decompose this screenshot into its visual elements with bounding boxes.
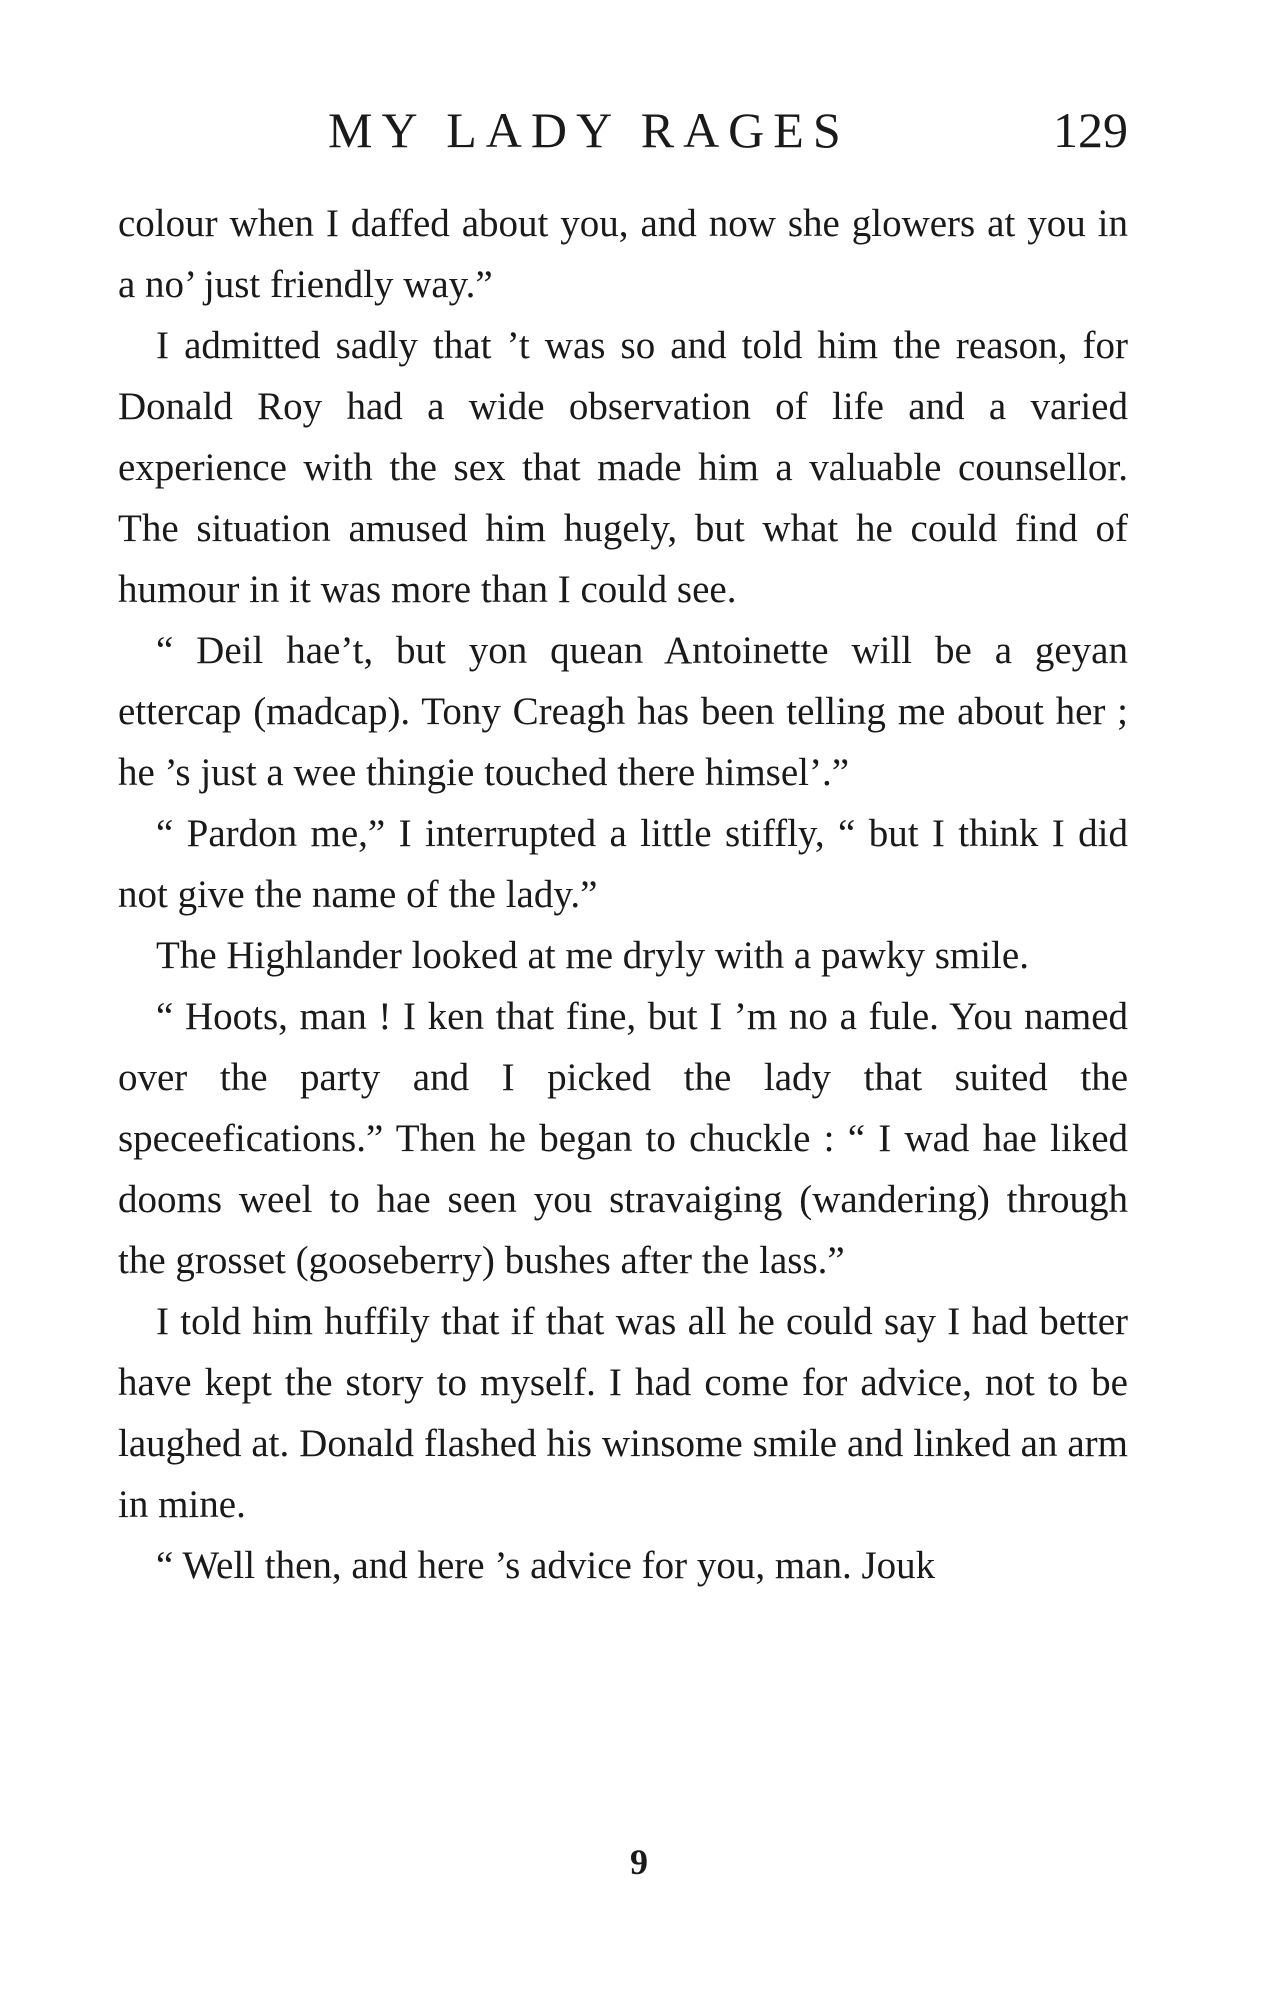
running-title: MY LADY RAGES	[328, 102, 850, 158]
paragraph: “ Well then, and here ’s advice for you, man. Jouk	[156, 1544, 936, 1587]
paragraph: “ Pardon me,” I interrupted a little stiffly, “ but I think I did not give the name of the lady.”	[118, 812, 1128, 916]
paragraph: “ Deil hae’t, but yon quean Antoinette will be a geyan ettercap (madcap). Tony Creagh has been telling me about her ; he ’s just a wee thingie touched there himsel’.”	[118, 629, 1128, 794]
paragraph: colour when I daffed about you, and now she glowers at you in a no’ just friendly way.”	[118, 202, 1128, 306]
signature-mark: 9	[630, 1842, 648, 1882]
page-number: 129	[1053, 102, 1128, 158]
paragraph: “ Hoots, man ! I ken that fine, but I ’m no a fule. You named over the party and I picked the lady that suited the speceefications.” Then he began to chuckle : “ I wad hae liked dooms weel to hae seen you stravaiging (wandering) through the grosset (gooseberry) bushes after the lass.”	[118, 995, 1128, 1282]
body-text	[118, 193, 1128, 1596]
running-head	[118, 100, 1128, 160]
paragraph: The Highlander looked at me dryly with a pawky smile.	[156, 934, 1029, 977]
paragraph: I admitted sadly that ’t was so and told him the reason, for Donald Roy had a wide observation of life and a varied experience with the sex that made him a valuable counsellor. The situation amused him hugely, but what he could find of humour in it was more than I could see.	[118, 324, 1128, 611]
paragraph: I told him huffily that if that was all he could say I had better have kept the story to myself. I had come for advice, not to be laughed at. Donald flashed his winsome smile and linked an arm in mine.	[118, 1300, 1128, 1526]
